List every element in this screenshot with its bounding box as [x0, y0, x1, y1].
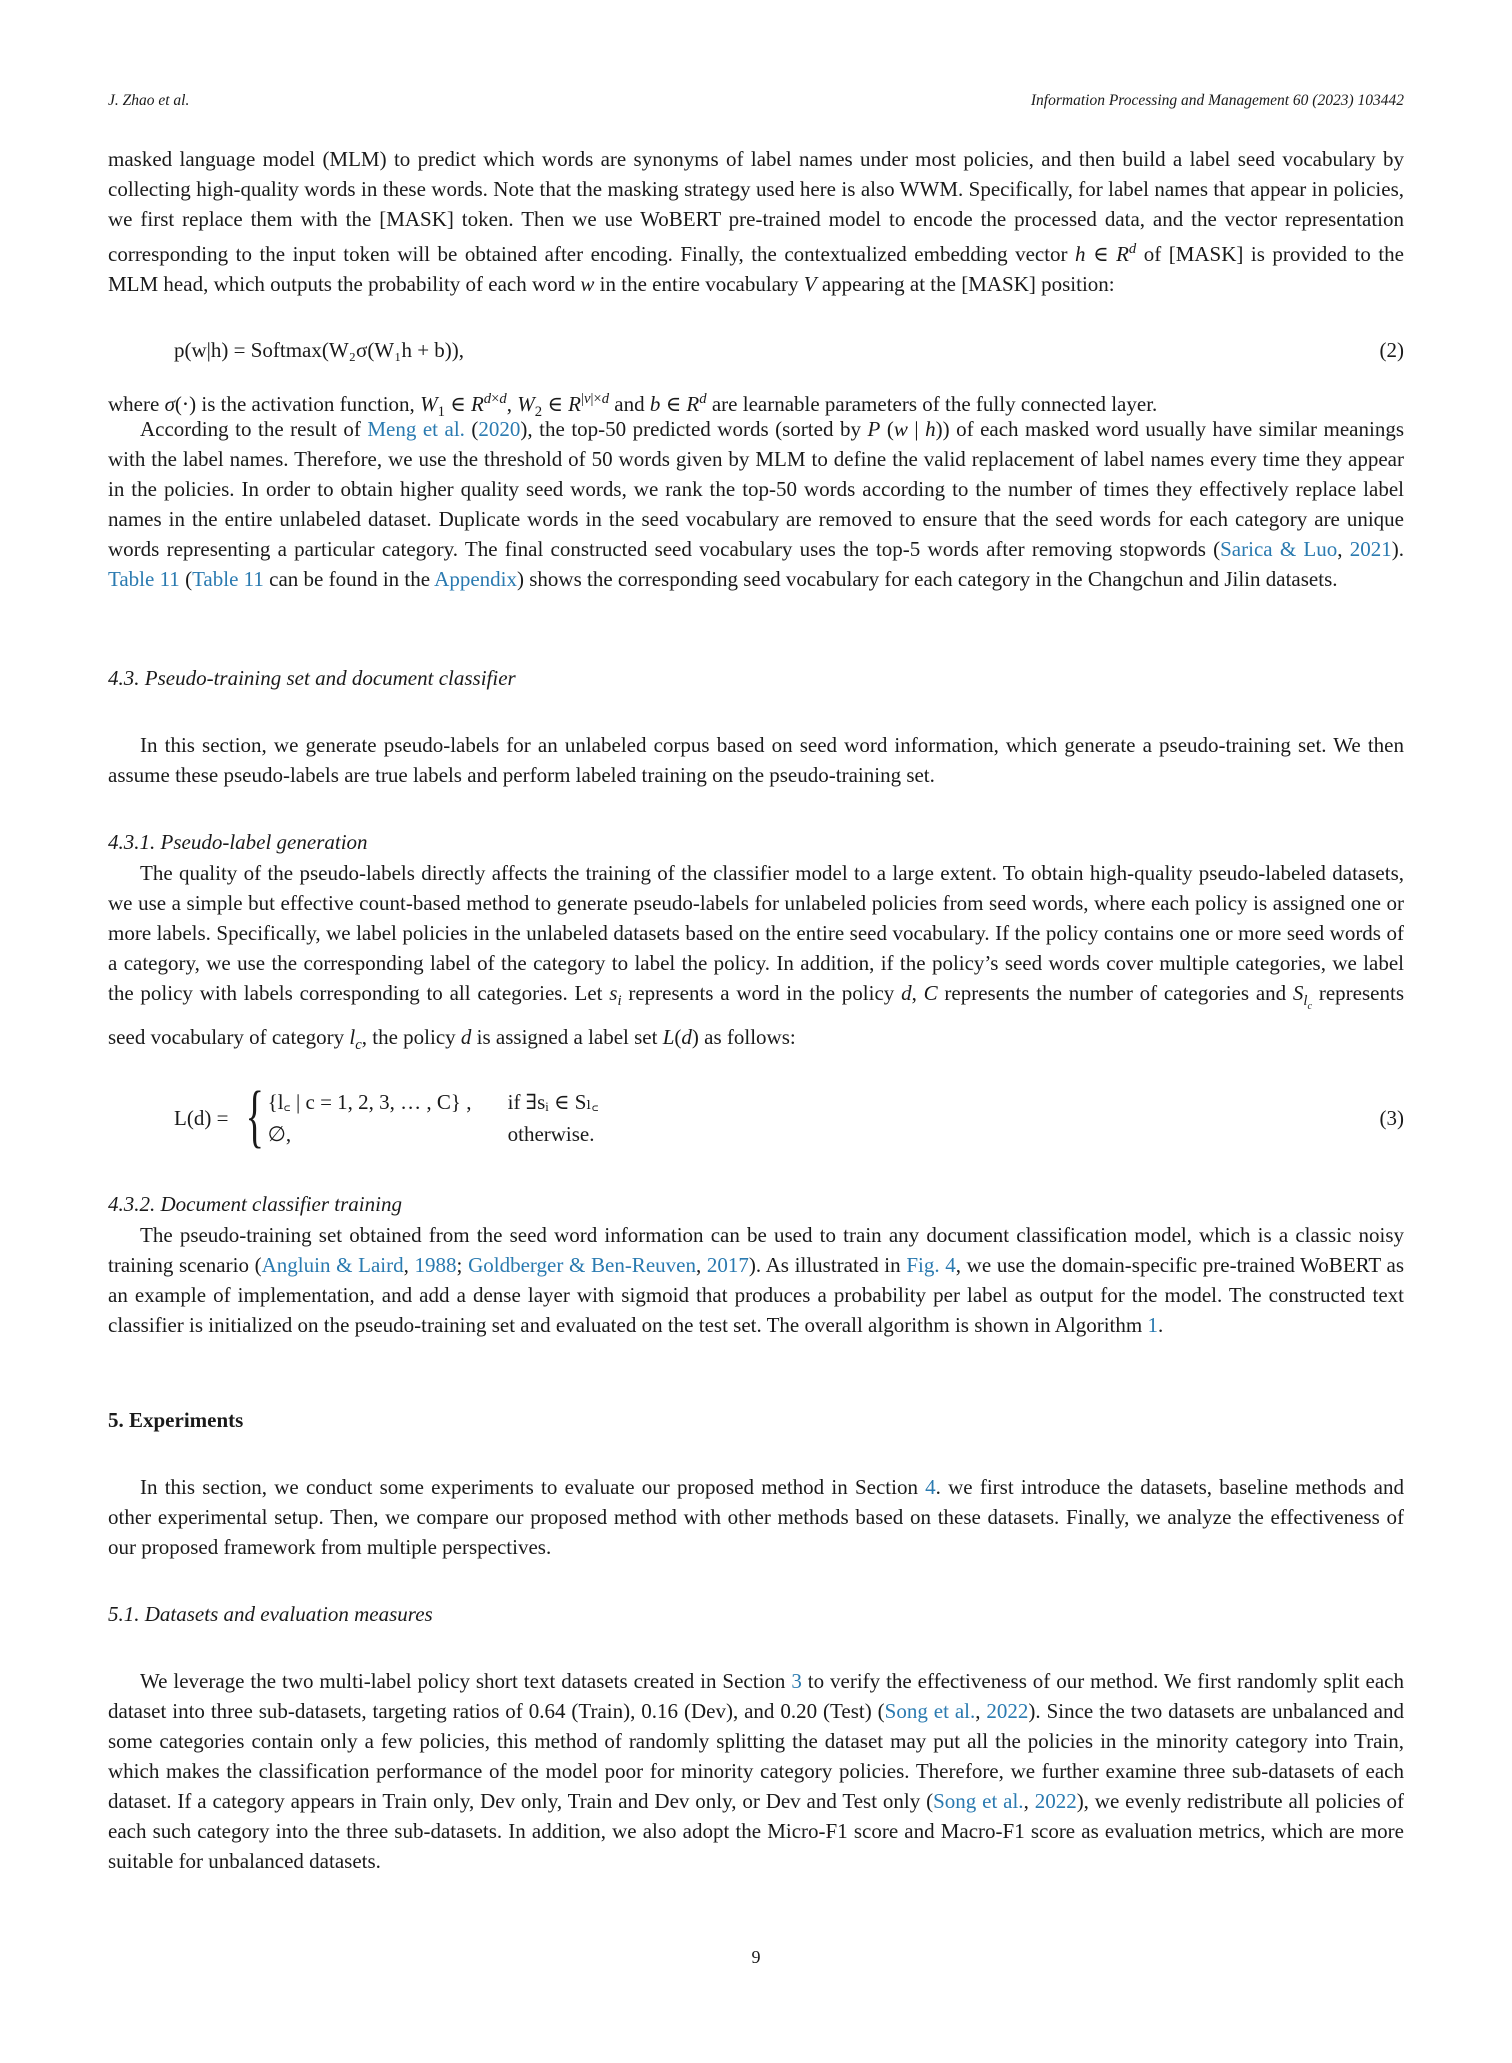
paragraph-pseudo-intro: In this section, we generate pseudo-labels for an unlabeled corpus based on seed word information, which generate a pseudo-training set. We then assume these pseudo-labels are true labels and perform labeled training on the pseudo-training set.: [108, 733, 1404, 787]
paragraph-mlm: masked language model (MLM) to predict which words are synonyms of label names under most policies, and then build a label seed vocabulary by collecting high-quality words in these words. Note that the masking strategy used here is also WWM. Specifically, for label names that appear in policies, we first replace them with the [MASK] token. Then we use WoBERT pre-trained model to encode the processed data, and the vector representation corresponding to the input token will be obtained after encoding. Finally, the contextualized embedding vector h ∈ $R^d$ of [MASK] is provided to the MLM head, which outputs the probability of each word w in the entire vocabulary V appearing at the [MASK] position:: [108, 147, 1404, 296]
equation-2-body: p(w|h) = Softmax(W₂σ(W₁h + b)),: [174, 338, 465, 362]
citation-song-b-year[interactable]: 2022: [1034, 1789, 1077, 1813]
citation-goldberger[interactable]: Goldberger & Ben-Reuven: [468, 1253, 696, 1277]
link-table-11[interactable]: Table 11: [108, 567, 180, 591]
paragraph-pseudo-label: The quality of the pseudo-labels directly affects the training of the classifier model to a large extent. To obtain high-quality pseudo-labeled datasets, we use a simple but effective count-based method to generate pseudo-labels for unlabeled policies from seed words, where each policy is assigned one or more labels. Specifically, we label policies in the unlabeled datasets based on the entire seed vocabulary. If the policy contains one or more seed words of a category, we use the corresponding label of the category to label the policy. In addition, if the policy’s seed words cover multiple categories, we label the policy with labels corresponding to all categories. Let $s_i$ represents a word in the policy d, C represents the number of categories and $S_{l_c}$ represents seed vocabulary of category $l_c$, the policy d is assigned a label set L(d) as follows:: [108, 861, 1404, 1054]
paragraph-datasets: We leverage the two multi-label policy short text datasets created in Section 3 to verify the effectiveness of our method. We first randomly split each dataset into three sub-datasets, targeting ratios of 0.64 (Train), 0.16 (Dev), and 0.20 (Test) (Song et al., 2022). Since the two datasets are unbalanced and some categories contain only a few policies, this method of randomly splitting the dataset may put all the policies in the minority category into Train, which makes the classification performance of the model poor for minority category policies. Therefore, we further examine three sub-datasets of each dataset. If a category appears in Train only, Dev only, Train and Dev only, or Dev and Test only (Song et al., 2022), we evenly redistribute all policies of each such category into the three sub-datasets. In addition, we also adopt the Micro-F1 score and Macro-F1 score as evaluation metrics, which are more suitable for unbalanced datasets.: [108, 1669, 1405, 1873]
citation-angluin[interactable]: Angluin & Laird: [261, 1253, 404, 1277]
section-4-3-1-heading: 4.3.1. Pseudo-label generation: [108, 830, 368, 854]
link-section-4[interactable]: 4: [925, 1475, 936, 1499]
citation-goldberger-year[interactable]: 2017: [706, 1253, 749, 1277]
equation-3-number: (3): [1379, 1106, 1404, 1130]
paragraph-top50: According to the result of Meng et al. (2020), the top-50 predicted words (sorted by P (w | h)) of each masked word usually have similar meanings with the label names. Therefore, we use the threshold of 50 words given by MLM to define the valid replacement of label names every time they appear in the policies. In order to obtain higher quality seed words, we rank the top-50 words according to the number of times they effectively replace label names in the entire unlabeled dataset. Duplicate words in the seed vocabulary are removed to ensure that the seed words for each category are unique words representing a particular category. The final constructed seed vocabulary uses the top-5 words after removing stopwords (Sarica & Luo, 2021). Table 11 (Table 11 can be found in the Appendix) shows the corresponding seed vocabulary for each category in the Changchun and Jilin datasets.: [108, 417, 1405, 591]
link-appendix[interactable]: Appendix: [434, 567, 517, 591]
equation-3-cases: [240, 1078, 599, 1155]
header-authors: J. Zhao et al.: [108, 92, 190, 109]
paragraph-where: where σ(⋅) is the activation function, $W_1$ ∈ $R^{d\times d}$, $W_2$ ∈ $R^{|v|\times d}$ and b ∈ $R^d$ are learnable parameters of the fully connected layer.: [108, 391, 1158, 421]
paragraph-classifier: The pseudo-training set obtained from the seed word information can be used to train any document classification model, which is a classic noisy training scenario (Angluin & Laird, 1988; Goldberger & Ben-Reuven, 2017). As illustrated in Fig. 4, we use the domain-specific pre-trained WoBERT as an example of implementation, and add a dense layer with sigmoid that produces a probability per label as output for the model. The constructed text classifier is initialized on the pseudo-training set and evaluated on the test set. The overall algorithm is shown in Algorithm 1.: [108, 1223, 1404, 1337]
citation-song-b[interactable]: Song et al.: [933, 1789, 1024, 1813]
link-section-3[interactable]: 3: [791, 1669, 802, 1693]
left-brace-icon: {: [245, 1078, 265, 1155]
citation-song-year[interactable]: 2022: [986, 1699, 1029, 1723]
link-fig-4[interactable]: Fig. 4: [906, 1253, 956, 1277]
section-5-1-heading: 5.1. Datasets and evaluation measures: [108, 1602, 433, 1626]
citation-sarica[interactable]: Sarica & Luo: [1220, 537, 1338, 561]
section-5-heading: 5. Experiments: [108, 1408, 244, 1432]
citation-song[interactable]: Song et al.: [884, 1699, 976, 1723]
case-2-condition: otherwise.: [507, 1121, 595, 1146]
case-1-condition: if ∃sᵢ ∈ Sₗ꜀: [507, 1089, 599, 1114]
equation-3: [108, 1078, 1404, 1162]
paragraph-experiments: In this section, we conduct some experiments to evaluate our proposed method in Section 4. we first introduce the datasets, baseline methods and other experimental setup. Then, we compare our proposed method with other methods based on these datasets. Finally, we analyze the effectiveness of our proposed framework from multiple perspectives.: [108, 1475, 1404, 1559]
citation-sarica-year[interactable]: 2021: [1349, 537, 1392, 561]
case-1-value: {l꜀ | c = 1, 2, 3, … , C} ,: [267, 1089, 472, 1114]
link-table-11-b[interactable]: Table 11: [192, 567, 264, 591]
section-4-3-2-heading: 4.3.2. Document classifier training: [108, 1192, 402, 1216]
equation-2-number: (2): [1379, 338, 1404, 362]
running-header: [108, 92, 1404, 110]
case-2-value: ∅,: [267, 1121, 292, 1146]
page-number: 9: [751, 1947, 761, 1967]
section-4-3-heading: 4.3. Pseudo-training set and document classifier: [108, 666, 516, 690]
citation-meng-year[interactable]: 2020: [478, 417, 521, 441]
header-journal: Information Processing and Management 60 (2023) 103442: [1030, 92, 1404, 109]
citation-meng[interactable]: Meng et al.: [367, 417, 465, 441]
link-algorithm-1[interactable]: 1: [1147, 1313, 1158, 1337]
equation-3-lhs: L(d) =: [174, 1106, 229, 1130]
citation-angluin-year[interactable]: 1988: [414, 1253, 457, 1277]
